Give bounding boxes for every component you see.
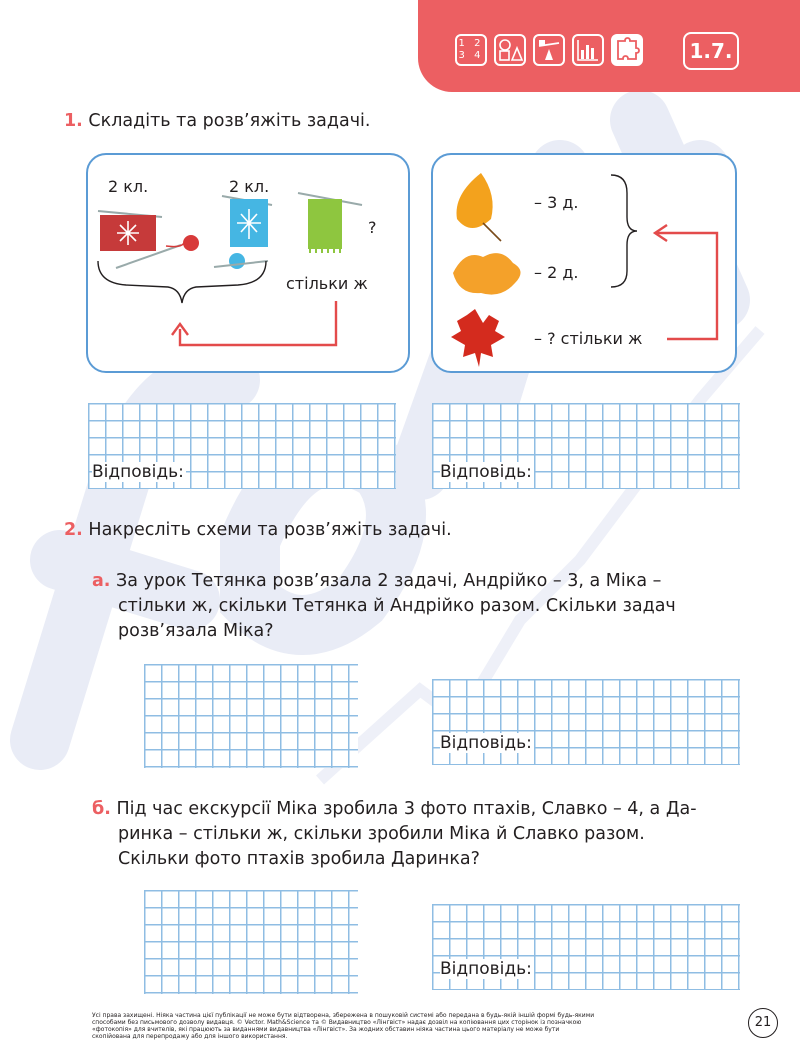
task-2b-line-2: ринка – стільки ж, скільки зробили Міка й Славко разом. (118, 824, 645, 844)
shapes-icon (494, 34, 526, 66)
task-1-left-answer: Відповідь: (92, 462, 184, 482)
footer-line-2: способами без письмового дозволу видавця. © Vector. Math&Science та © Видавництво «Лінгвіст» надає дозвіл на копіювання цих сторінок із позначкою (92, 1019, 582, 1026)
task-2-title (64, 518, 452, 543)
footer-line-1: Усі права захищені. Ніяка частина цієї публікації не може бути відтворена, збережена в пошуковій системі або передана в будь-якій іншій формі будь-якими (92, 1012, 595, 1019)
scales-icon (533, 34, 565, 66)
footer-line-4: скопійована для перепродажу або для іншого використання. (92, 1033, 288, 1040)
row-oak-leaves: – 2 д. (534, 263, 579, 282)
label-question: ? (368, 218, 377, 237)
task-2-number: 2. (64, 520, 83, 540)
maple-leaf-icon (451, 309, 505, 367)
red-knitting-icon (98, 211, 199, 268)
page-number: 21 (748, 1008, 778, 1038)
task-1-number: 1. (64, 111, 83, 131)
task-2b-line-1: Під час екскурсії Міка зробила 3 фото птахів, Славко – 4, а Да- (116, 799, 697, 819)
task-2a-scheme-grid[interactable] (144, 664, 358, 768)
task-2a-line-1: За урок Тетянка розв’язала 2 задачі, Андрійко – 3, а Міка – (116, 571, 662, 591)
task-2a-letter: а. (92, 571, 111, 591)
row-birch-leaves: – 3 д. (534, 193, 579, 212)
task-2b (92, 797, 752, 822)
task-2b-line-3: Скільки фото птахів зробила Даринка? (118, 849, 480, 869)
blue-knitting-icon (214, 196, 272, 269)
task-1-title (64, 109, 370, 134)
arrow-to-brace (180, 301, 336, 345)
task-1-right-answer: Відповідь: (440, 462, 532, 482)
task-2-text: Накресліть схеми та розв’яжіть задачі. (88, 520, 452, 540)
birch-leaf-icon (457, 173, 493, 228)
task-2b-scheme-grid[interactable] (144, 890, 358, 994)
leaves-illustration (431, 153, 737, 373)
arrow-to-brace-right (657, 233, 717, 339)
knitting-illustration (86, 153, 410, 373)
task-2a-answer: Відповідь: (440, 733, 532, 753)
green-scarf-icon (298, 193, 362, 253)
numbers-icon-text: 1 2 3 4 (458, 38, 484, 61)
section-badge: 1.7. (683, 32, 739, 70)
row-maple-leaves: – ? стільки ж (534, 329, 643, 348)
task-2a-line-2: стільки ж, скільки Тетянка й Андрійко разом. Скільки задач (118, 596, 676, 616)
task-2b-answer: Відповідь: (440, 959, 532, 979)
bar-chart-icon (572, 34, 604, 66)
label-first-scarf: 2 кл. (108, 177, 149, 196)
task-2b-letter: б. (92, 799, 111, 819)
brace-right (611, 175, 637, 287)
oak-leaf-icon (453, 253, 521, 294)
label-same-amount: стільки ж (286, 274, 368, 293)
footer-line-3: «фотокопія» для вчителів, які працюють за виданнями видавництва «Лінгвіст». За жодних обставин ніяка частина цього матеріалу не може бути (92, 1026, 560, 1033)
label-second-scarf: 2 кл. (229, 177, 270, 196)
puzzle-icon (611, 34, 643, 66)
numbers-icon (455, 34, 487, 66)
task-2a (92, 569, 752, 594)
copyright-footer (92, 1012, 720, 1040)
task-1-text: Складіть та розв’яжіть задачі. (88, 111, 371, 131)
task-2a-line-3: розв’язала Міка? (118, 621, 274, 641)
